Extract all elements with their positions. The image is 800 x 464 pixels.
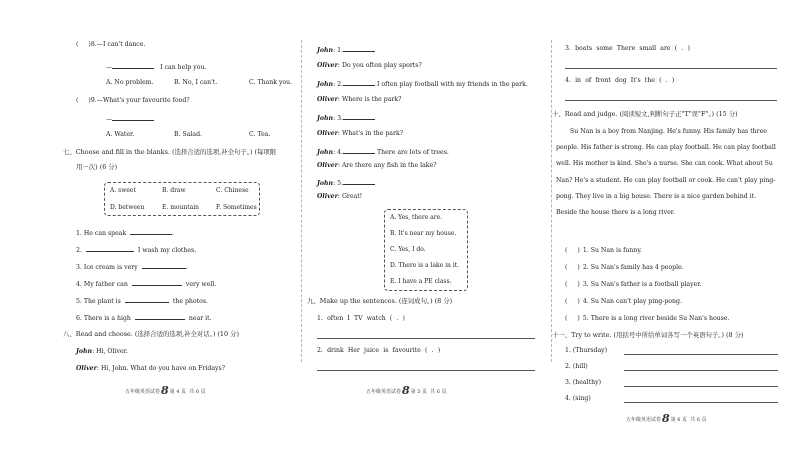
answer-blank[interactable] [112, 62, 154, 69]
question-8-prompt: —I can't dance. [96, 41, 146, 48]
word-option: A. sweet [110, 187, 136, 194]
dialogue-line: Oliver: Great! [317, 193, 363, 200]
section-9-title: 九、Make up the sentences. (连词成句。) (8 分) [307, 297, 453, 305]
speaker: Oliver [317, 193, 338, 200]
option-b: B. No, I can't. [174, 79, 218, 86]
judge-item-5: ( ) 5. There is a long river beside Su Nan's house. [565, 315, 730, 322]
fill-item-2: 2. I wash my clothes. [76, 247, 197, 254]
answer-line[interactable] [565, 100, 777, 101]
judge-item-3: ( ) 3. Su Nan's father is a football player. [565, 281, 702, 288]
question-9: ( )9.—What's your favourite food? [76, 97, 190, 104]
page-5 [302, 0, 550, 464]
answer-blank[interactable] [132, 279, 182, 286]
page-6 [552, 0, 800, 464]
option-a: A. Water. [106, 131, 135, 138]
question-8-reply: — I can help you. [106, 64, 207, 71]
answer-blank[interactable] [130, 228, 172, 235]
fill-item-6: 6. There is a high near it. [76, 315, 212, 322]
speaker: Oliver [76, 365, 97, 372]
judge-item-1: ( ) 1. Su Nan is funny. [565, 247, 642, 254]
dialogue-line: Oliver: Hi, John. What do you have on Fridays? [76, 365, 226, 372]
fill-item-4: 4. My father can very well. [76, 281, 217, 288]
answer-blank[interactable] [343, 79, 375, 86]
word-options-box [104, 182, 260, 216]
answer-line[interactable] [624, 370, 778, 371]
word-option: C. Chinese [216, 187, 249, 194]
answer-blank[interactable] [343, 45, 375, 52]
speaker: Oliver [317, 130, 338, 137]
answer-blank[interactable] [112, 114, 154, 121]
option-a: A. No problem. [106, 79, 154, 86]
dialogue-option: A. Yes, there are. [390, 214, 443, 221]
fill-item-3: 3. Ice cream is very . [76, 264, 188, 271]
speaker: Oliver [317, 96, 338, 103]
answer-line[interactable] [624, 402, 778, 403]
section-11-title: 十一、Try to write. (用括号中所给单词各写一个英语句子。) (8 分) [552, 331, 744, 339]
dialogue-option: D. There is a lake in it. [390, 262, 460, 269]
dialogue-line: Oliver: Are there any fish in the lake? [317, 162, 437, 169]
speaker: Oliver [317, 62, 338, 69]
speaker: John [317, 115, 334, 122]
answer-blank[interactable] [343, 147, 375, 154]
dialogue-option: C. Yes, I do. [390, 246, 426, 253]
answer-blank[interactable] [142, 262, 186, 269]
word-option: F. Sometimes [216, 204, 257, 211]
speaker: John [317, 47, 334, 54]
write-item-3: 3. (healthy) [565, 379, 601, 386]
question-9-reply: — [106, 114, 154, 124]
answer-blank[interactable] [125, 296, 169, 303]
fill-item-5: 5. The plant is the photos. [76, 298, 208, 305]
question-8: ( )8.—I can't dance. [76, 41, 146, 48]
answer-line[interactable] [317, 370, 535, 371]
answer-line[interactable] [565, 68, 777, 69]
judge-item-4: ( ) 4. Su Nan can't play ping-pong. [565, 298, 682, 305]
section-7-title-cont: 用一次) (6 分) [76, 163, 118, 171]
dialogue-line: John: 4. There are lots of trees. [317, 149, 449, 156]
sentence-item-4: 4. in of front dog It's the ( . ) [565, 77, 675, 84]
question-9-prompt: —What's your favourite food? [96, 97, 190, 104]
answer-line[interactable] [624, 386, 778, 387]
option-c: C. Tea. [249, 131, 271, 138]
word-option: E. mountain [162, 204, 199, 211]
write-item-1: 1. (Thursday) [565, 347, 608, 354]
section-8-title: 八、Read and choose. (选择合适的选项,补全对话。) (10 分) [63, 330, 239, 338]
section-10-title: 十、Read and judge. (阅读短文,判断句子正"T"误"F"。) (15 分) [552, 110, 738, 118]
word-option: B. draw [162, 187, 186, 194]
dialogue-line: John: 5. [317, 178, 375, 188]
dialogue-line: John: Hi, Oliver. [76, 348, 128, 355]
dialogue-options-box [384, 209, 468, 291]
sentence-item-1: 1. often I TV watch ( . ) [317, 315, 405, 322]
answer-blank[interactable] [135, 313, 185, 320]
dialogue-line: Oliver: Do you often play sports? [317, 62, 422, 69]
dialogue-option: B. It's near my house. [390, 230, 457, 237]
answer-line[interactable] [317, 338, 535, 339]
dialogue-option: E. I have a PE class. [390, 278, 452, 285]
speaker: John [317, 81, 334, 88]
answer-blank[interactable] [343, 113, 375, 120]
speaker: John [76, 348, 93, 355]
speaker: John [317, 149, 334, 156]
page-4 [0, 0, 300, 464]
speaker: John [317, 180, 334, 187]
sentence-item-2: 2. drink Her juice is favourite ( . ) [317, 347, 441, 354]
fill-item-1: 1. He can speak . [76, 230, 175, 237]
page-footer: 五年级英语试卷8第 6 页 共 6 页 [626, 412, 707, 425]
write-item-4: 4. (sing) [565, 395, 591, 402]
dialogue-line: Oliver: What's in the park? [317, 130, 404, 137]
sentence-item-3: 3. boats some There small are ( . ) [565, 45, 690, 52]
answer-line[interactable] [624, 354, 778, 355]
dialogue-line: Oliver: Where is the park? [317, 96, 402, 103]
write-item-2: 2. (hill) [565, 363, 588, 370]
option-c: C. Thank you. [249, 79, 293, 86]
section-7-title: 七、Choose and fill in the blanks. (选择合适的选项,补全句子。) (每项限 [63, 148, 277, 156]
answer-blank[interactable] [343, 178, 375, 185]
answer-blank[interactable] [86, 245, 134, 252]
judge-item-2: ( ) 2. Su Nan's family has 4 people. [565, 264, 684, 271]
dialogue-line: John: 2. I often play football with my friends in the park. [317, 81, 528, 88]
page-footer: 五年级英语试卷8第 4 页 共 6 页 [125, 384, 206, 397]
speaker: Oliver [317, 162, 338, 169]
word-option: D. between [110, 204, 145, 211]
page-footer: 五年级英语试卷8第 5 页 共 6 页 [366, 384, 447, 397]
dialogue-line: John: 1. [317, 45, 375, 55]
dialogue-line: John: 3. [317, 113, 375, 123]
reading-passage: Su Nan is a boy from Nanjing. He's funny. His family has three people. His father is strong. He can play football. He can play football well. His mother is kind. She's a nurse. She can cook. What about Su Nan? He's a student. He can play football or cook. He can't play ping-pong. They live in a big house. There is a nice garden behind it. Beside the house there is a long river. [556, 128, 776, 217]
option-b: B. Salad. [174, 131, 203, 138]
